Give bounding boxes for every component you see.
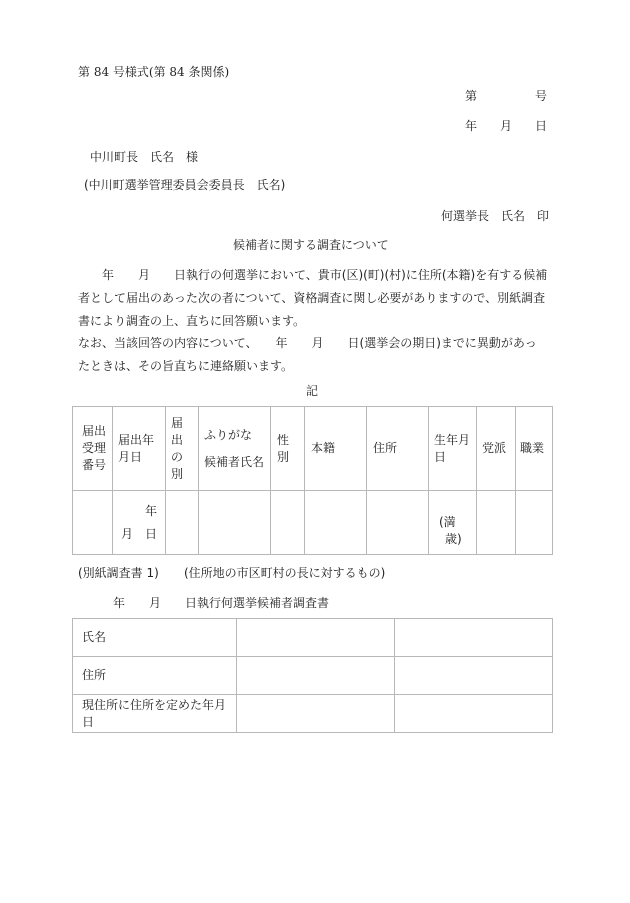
header-receipt-number: 届出 受理 番号 (73, 407, 113, 491)
survey-label-residence-date: 現住所に住所を定めた年月日 (73, 695, 237, 733)
ki-heading: 記 (306, 384, 319, 398)
cell-gender (271, 491, 305, 555)
survey-cell-address-1 (237, 657, 395, 695)
header-address: 住所 (367, 407, 429, 491)
survey-cell-address-2 (395, 657, 553, 695)
survey-cell-name-1 (237, 619, 395, 657)
cell-receipt-number (73, 491, 113, 555)
candidate-table (72, 406, 553, 555)
body-paragraph-1: 年 月 日執行の何選挙において、貴市(区)(町)(村)に住所(本籍)を有する候補者として届出のあった次の者について、資格調査に関し必要がありますので、別紙調査書により調査の上、直ちに回答願います。 (78, 268, 548, 328)
addressee-election-committee: (中川町選挙管理委員会委員長 氏名) (84, 178, 286, 192)
header-party: 党派 (477, 407, 516, 491)
document-number-suffix: 号 (535, 89, 548, 103)
cell-domicile (305, 491, 367, 555)
survey-row-name (73, 619, 553, 657)
cell-filing-type (166, 491, 199, 555)
cell-birth-date: (満 歳) (429, 491, 477, 555)
survey-row-address (73, 657, 553, 695)
appendix-label: (別紙調査書 1) (78, 566, 159, 580)
cell-party (477, 491, 516, 555)
header-candidate-name: 候補者氏名 (204, 454, 265, 469)
candidate-table-entry-row (73, 491, 553, 555)
document-number-prefix: 第 (465, 89, 478, 103)
body-paragraph-2: なお、当該回答の内容について、 年 月 日(選挙会の期日)までに異動があったときは、その旨直ちに連絡願います。 (78, 336, 537, 373)
survey-row-residence-date (73, 695, 553, 733)
cell-occupation (516, 491, 553, 555)
addressee-mayor: 中川町長 氏名 様 (90, 150, 199, 164)
document-title: 候補者に関する調査について (233, 238, 389, 252)
header-filing-type: 届 出 の 別 (166, 407, 199, 491)
survey-label-address: 住所 (73, 657, 237, 695)
cell-address (367, 491, 429, 555)
candidate-table-header-row (73, 407, 553, 491)
header-furigana: ふりがな (204, 427, 253, 442)
date-day: 日 (535, 119, 548, 133)
survey-cell-name-2 (395, 619, 553, 657)
cell-filing-date: 年 月 日 (113, 491, 166, 555)
cell-candidate-name (199, 491, 271, 555)
header-gender: 性 別 (271, 407, 305, 491)
survey-title: 年 月 日執行何選挙候補者調査書 (101, 596, 330, 610)
appendix-note: (住所地の市区町村の長に対するもの) (184, 566, 386, 580)
survey-table (72, 618, 553, 733)
survey-cell-residence-date-1 (237, 695, 395, 733)
header-domicile: 本籍 (305, 407, 367, 491)
header-birth-date: 生年月 日 (429, 407, 477, 491)
header-occupation: 職業 (516, 407, 553, 491)
date-year: 年 (465, 119, 478, 133)
header-filing-date: 届出年 月日 (113, 407, 166, 491)
sender-name: 何選挙長 氏名 印 (441, 209, 550, 223)
form-number-label: 第 84 号様式(第 84 条関係) (78, 65, 230, 79)
date-month: 月 (500, 119, 513, 133)
survey-label-name: 氏名 (73, 619, 237, 657)
survey-cell-residence-date-2 (395, 695, 553, 733)
header-furigana-candidate-name (199, 407, 271, 491)
